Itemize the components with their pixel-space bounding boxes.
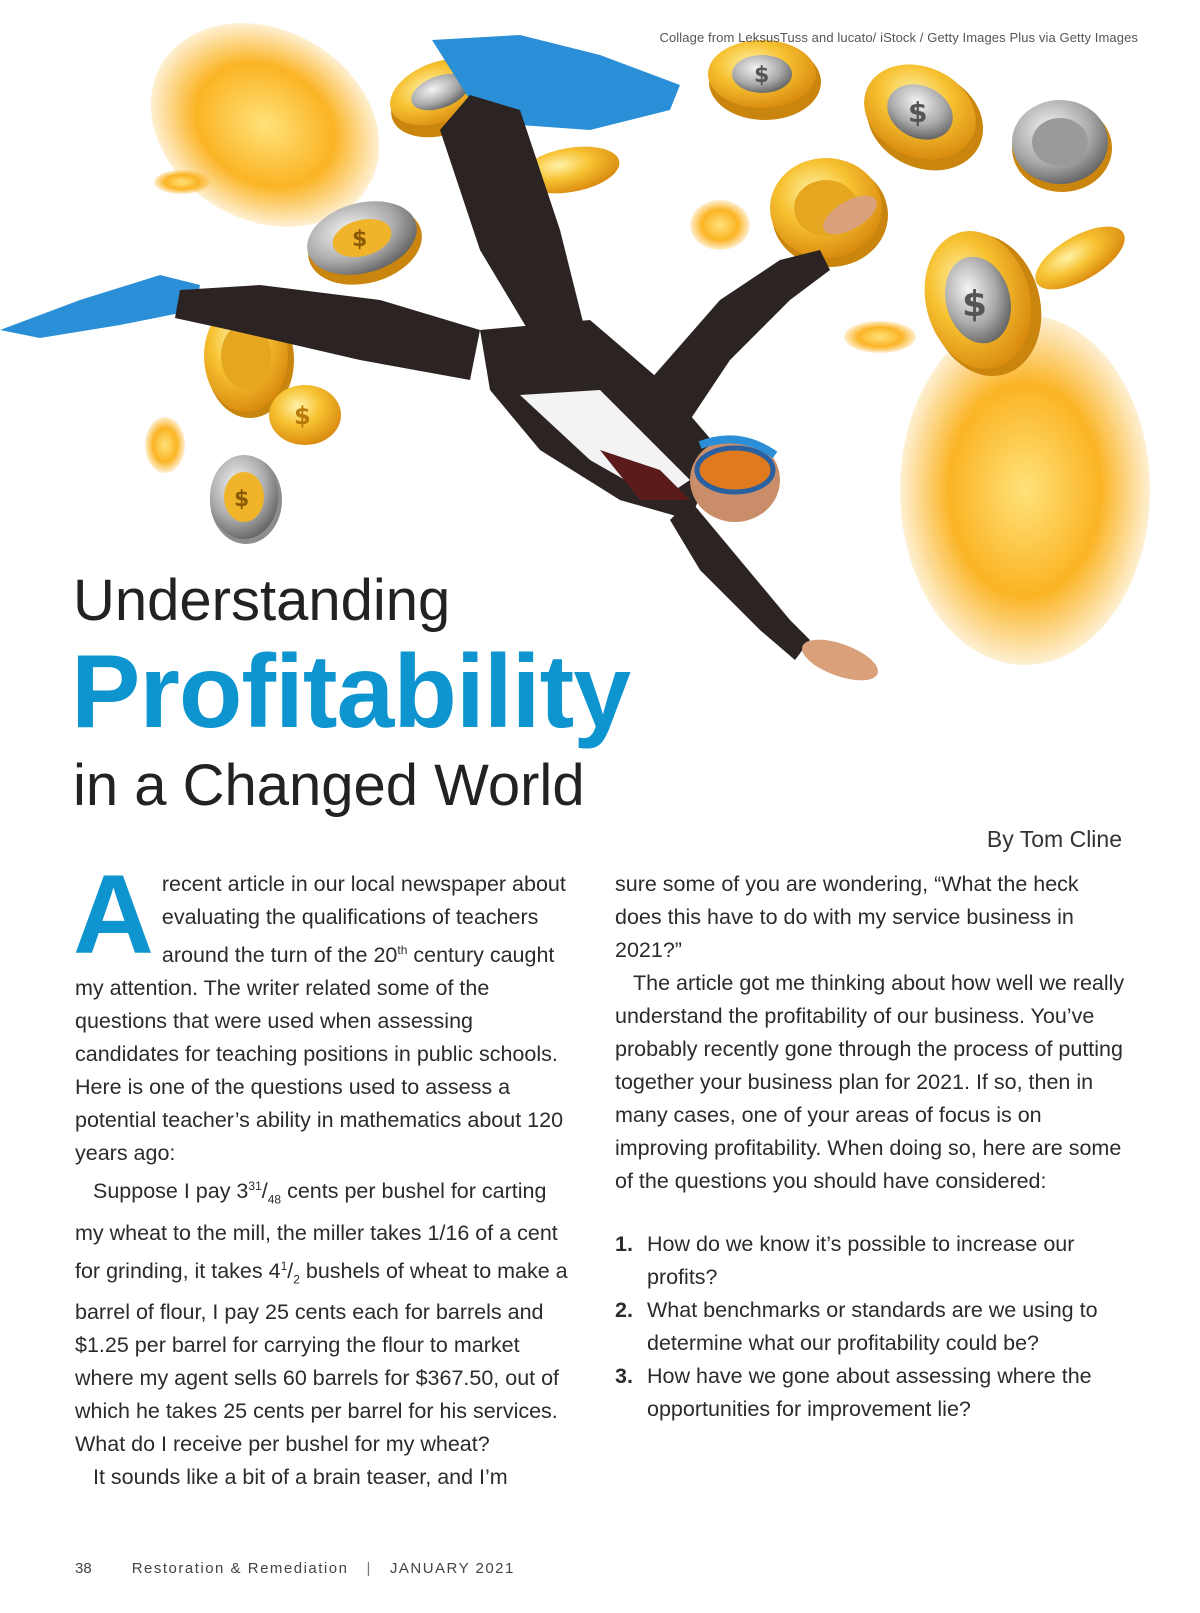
drop-cap: A: [73, 852, 154, 977]
svg-text:$: $: [908, 96, 928, 129]
list-text: How have we gone about assessing where the opportunities for improvement lie?: [647, 1364, 1092, 1421]
blurred-coin: [900, 315, 1150, 665]
list-text: What benchmarks or standards are we using to determine what our profitability could be?: [647, 1298, 1098, 1355]
svg-text:$: $: [962, 284, 988, 325]
svg-text:$: $: [754, 63, 770, 88]
blurred-coin: [690, 200, 750, 250]
svg-text:$: $: [234, 487, 250, 512]
list-number: 2.: [615, 1298, 633, 1322]
intro-text-rest: century caught my attention. The writer related some of the questions that were used when assessing candidates for teaching positions in public schools. Here is one of the questions used to assess a potential teacher’s ability in mathematics about 120 years ago:: [75, 943, 564, 1166]
questions-list: [615, 1228, 1125, 1426]
coin: [708, 40, 821, 120]
math-question-paragraph: Suppose I pay $3^{31}/_{48}$ cents per bushel for carting my wheat to the mill, the miller takes 1/16 of a cent for grinding, it takes $4^1/_2$ bushels of wheat to make a barrel of flour, I pay 25 cents each for barrels and $1.25 per barrel for carrying the flour to market where my agent sells 60 barrels for $367.50, out of which he takes 25 cents per barrel for his services. What do I receive per bushel for my wheat?: [75, 1179, 568, 1457]
title-main-word: Profitability: [71, 634, 631, 750]
body-paragraph: It sounds like a bit of a brain teaser, and I’m: [93, 1465, 508, 1490]
title-line-3: in a Changed World: [73, 753, 585, 818]
publication-name: Restoration & Remediation: [131, 1560, 349, 1577]
list-item: [615, 1294, 1125, 1360]
svg-text:$: $: [352, 227, 368, 252]
blurred-coin: [844, 321, 916, 353]
list-number: 3.: [615, 1364, 633, 1388]
coin: [269, 385, 341, 445]
fraction-denominator: 2: [293, 1272, 300, 1287]
title-line-1: Understanding: [73, 568, 451, 633]
footer-separator: |: [366, 1560, 372, 1577]
page-footer: [75, 1560, 515, 1577]
intro-paragraph: [73, 852, 575, 1170]
list-text: How do we know it’s possible to increase our profits?: [647, 1232, 1075, 1289]
blurred-coin: [145, 417, 185, 473]
coin: [210, 455, 282, 544]
superscript: th: [397, 943, 408, 957]
list-number: 1.: [615, 1232, 633, 1256]
byline: By Tom Cline: [986, 826, 1122, 852]
coin: [848, 47, 999, 189]
fraction-denominator: 48: [267, 1192, 282, 1207]
left-column: [73, 852, 575, 1494]
list-item: [615, 1228, 1125, 1294]
list-item: [615, 1360, 1125, 1426]
page-number: 38: [75, 1560, 92, 1577]
question-text: bushels of wheat to make a barrel of flour, I pay 25 cents each for barrels and $1.25 per barrel for carrying the flour to market where my agent sells 60 barrels for $367.50, out of which he takes 25 cents per barrel for his services. What do I receive per bushel for my wheat?: [75, 1258, 568, 1457]
svg-text:$: $: [294, 402, 311, 430]
right-column: [615, 868, 1125, 1426]
coin: [1012, 100, 1112, 192]
coin: [1026, 214, 1135, 302]
body-paragraph: sure some of you are wondering, “What the heck does this have to do with my service business in 2021?”: [615, 872, 1079, 962]
fraction-numerator: 31: [248, 1179, 262, 1194]
photo-credit: Collage from LeksusTuss and lucato/ iStock / Getty Images Plus via Getty Images: [659, 30, 1138, 45]
body-paragraph: The article got me thinking about how well we really understand the profitability of our business. You’ve probably recently gone through the process of putting together your business plan for 2021. If so, then in many cases, one of your areas of focus is on improving profitability. When doing so, here are some of the questions you should have considered:: [615, 971, 1125, 1193]
intro-text: recent article in our local newspaper about evaluating the qualifications of teachers around the turn of the 20: [161, 872, 566, 968]
fraction-numerator: 1: [280, 1258, 288, 1273]
issue-date: JANUARY 2021: [389, 1560, 515, 1577]
question-text: Suppose I pay 3: [93, 1179, 249, 1204]
question-text: cents per bushel for carting my wheat to the mill, the miller takes 1/16 of a cent for grinding, it takes 4: [75, 1179, 558, 1283]
blurred-coin: [154, 170, 210, 194]
